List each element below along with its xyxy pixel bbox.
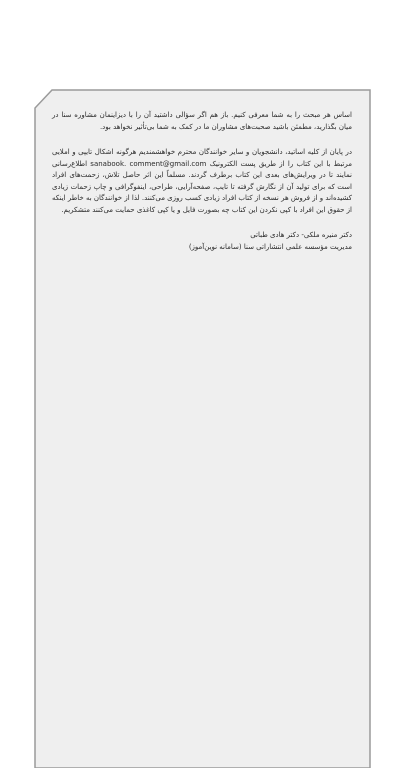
signature-block: [52, 230, 352, 253]
paragraph-intro: اساس هر مبحث را به شما معرفی کنیم. باز هم اگر سؤالی داشتید آن را با دیزاینمان مشاوره سنا در میان بگذارید، مطمئن باشید صحبت‌های مشاوران ما در کمک به شما بی‌تأثیر نخواهد بود.: [52, 111, 352, 131]
document-body: [52, 110, 352, 253]
signature-title: مدیریت مؤسسه علمی انتشاراتی سنا (سامانه نوین‌آموز): [188, 242, 352, 251]
signature-names: دکتر منیره ملکی- دکتر هادی طباتی: [250, 231, 352, 239]
paragraph-closing: در پایان از کلیه اساتید، دانشجویان و سایر خوانندگان محترم خواهشمندیم هرگونه اشکال تایپی و املایی مرتبط با این کتاب را از طریق پست الکترونیک sanabook. comment@gmail.com اطلاع‌رسانی نمایند تا در ویرایش‌های بعدی این کتاب برطرف گردند. مسلماً این اثر حاصل تلاش، زحمت‌های افراد است که برای تولید آن از نگارش گرفته تا تایپ، صفحه‌آرایی، طراحی، اینفوگرافی و چاپ زحمات زیادی کشیده‌اند و از فروش هر نسخه از کتاب افراد زیادی کسب روزی می‌کنند. لذا از خوانندگان به خاطر اینکه از حقوق این افراد با کپی نکردن این کتاب چه بصورت فایل و یا کپی کاغذی حمایت می‌کنند متشکریم.: [52, 148, 352, 214]
